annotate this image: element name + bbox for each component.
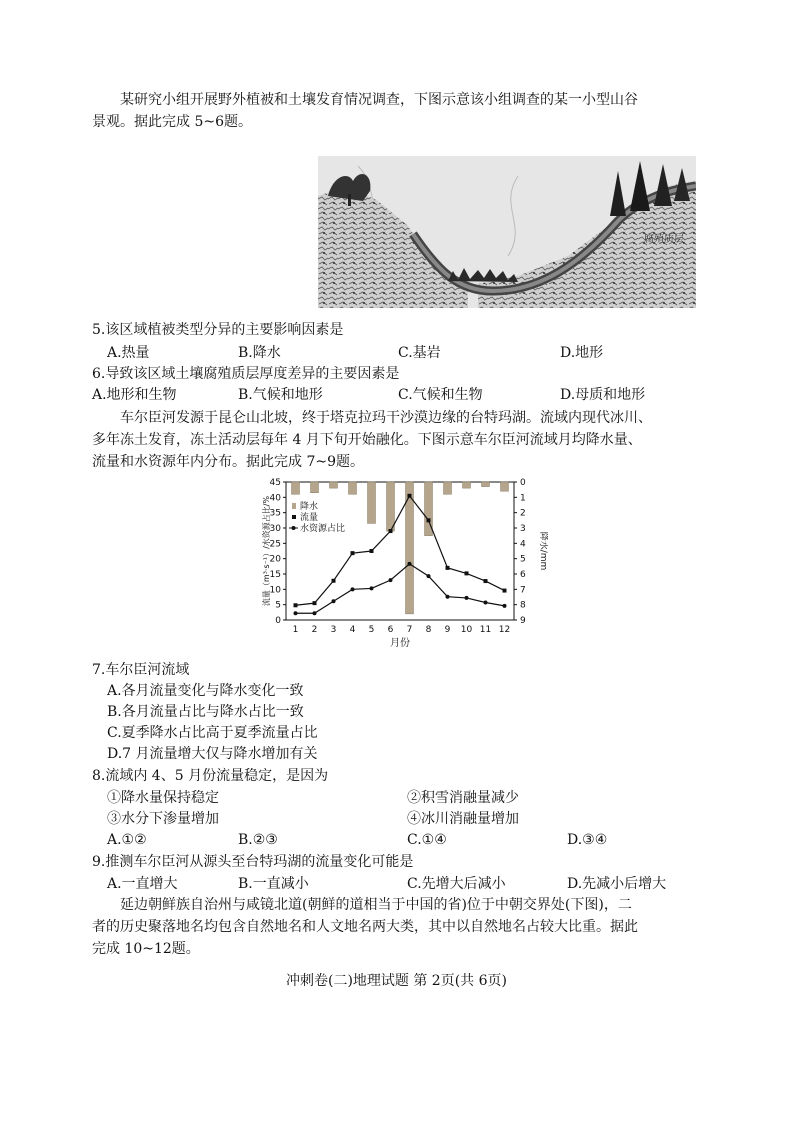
share-point — [427, 574, 431, 578]
x-tick-label: 9 — [444, 625, 451, 635]
share-point — [408, 562, 412, 566]
right-tick-label: 7 — [520, 585, 526, 596]
plot-frame — [286, 482, 514, 620]
left-tick-label: 20 — [269, 554, 281, 565]
right-tick-label: 4 — [520, 539, 526, 550]
flow-point — [484, 579, 488, 583]
q8-item-1: ①降水量保持稳定 — [107, 790, 219, 806]
q6-option-c[interactable]: C.气候和生物 — [398, 387, 483, 403]
flow-point — [465, 571, 469, 575]
share-point — [484, 601, 488, 605]
intro2-line1: 车尔臣河发源于昆仑山北坡，终于塔克拉玛干沙漠边缘的台特玛湖。流域内现代冰川、 — [120, 410, 652, 426]
share-point — [351, 587, 355, 591]
q6-option-d[interactable]: D.母质和地形 — [560, 387, 646, 403]
right-axis-label: 降水/mm — [538, 531, 548, 571]
river-chart — [262, 478, 548, 656]
x-tick-label: 4 — [349, 625, 356, 635]
share-point — [503, 604, 507, 608]
right-tick-label: 6 — [520, 570, 526, 580]
q5-stem: 5.该区域植被类型分异的主要影响因素是 — [92, 322, 344, 338]
legend-share-label: 水资源占比 — [300, 524, 346, 534]
x-axis-label: 月份 — [390, 638, 410, 649]
x-tick-label: 2 — [311, 625, 318, 635]
share-point — [294, 611, 298, 615]
left-tick-label: 10 — [269, 585, 281, 596]
x-tick-label: 12 — [498, 625, 511, 635]
share-point — [465, 596, 469, 600]
share-point — [332, 599, 336, 603]
q8-option-c[interactable]: C.①④ — [407, 832, 447, 848]
right-tick-label: 3 — [520, 524, 526, 534]
share-point — [446, 595, 450, 599]
flow-point — [332, 579, 336, 583]
x-tick-label: 11 — [479, 625, 492, 635]
q5-option-c[interactable]: C.基岩 — [398, 345, 441, 361]
x-tick-label: 1 — [292, 625, 299, 635]
intro2-line2: 多年冻土发育，冻土活动层每年 4 月下旬开始融化。下图示意车尔臣河流域月均降水量、 — [92, 432, 642, 448]
left-tick-label: 45 — [269, 478, 281, 488]
q6-option-a[interactable]: A.地形和生物 — [92, 387, 177, 403]
q8-item-2: ②积雪消融量减少 — [407, 790, 519, 806]
intro2-line3: 流量和水资源年内分布。据此完成 7~9题。 — [92, 454, 364, 470]
flow-point — [408, 494, 412, 498]
intro1-line1: 某研究小组开展野外植被和土壤发育情况调查，下图示意该小组调查的某一小型山谷 — [120, 92, 638, 108]
flow-point — [351, 551, 355, 555]
left-tick-label: 25 — [269, 539, 281, 550]
left-tick-label: 40 — [269, 493, 281, 504]
precip-bar — [444, 482, 452, 494]
q6-stem: 6.导致该区域土壤腐殖质层厚度差异的主要因素是 — [92, 366, 400, 382]
left-tick-label: 15 — [269, 570, 281, 580]
x-tick-label: 6 — [387, 625, 394, 635]
precip-bar — [349, 482, 357, 494]
intro3-line3: 完成 10~12题。 — [92, 941, 200, 957]
right-tick-label: 9 — [520, 616, 526, 626]
q5-option-b[interactable]: B.降水 — [238, 345, 281, 361]
q8-option-b[interactable]: B.②③ — [238, 832, 278, 848]
q7-option-d[interactable]: D.7 月流量增大仅与降水增加有关 — [107, 746, 318, 762]
right-tick-label: 1 — [520, 493, 526, 504]
left-tick-label: 0 — [275, 616, 281, 626]
humus-layer-label: 腐殖质层 — [644, 234, 684, 245]
share-point — [313, 611, 317, 615]
right-tick-label: 2 — [520, 508, 526, 519]
legend-flow-swatch — [292, 515, 296, 519]
x-tick-label: 5 — [368, 625, 375, 635]
precip-bar — [387, 482, 395, 531]
precip-bar — [501, 482, 509, 491]
precip-bar — [311, 482, 319, 493]
flow-point — [313, 601, 317, 605]
q9-option-a[interactable]: A.一直增大 — [107, 876, 178, 892]
left-tick-label: 30 — [269, 524, 281, 534]
legend-share-swatch — [292, 526, 296, 530]
page-footer: 冲刺卷(二)地理试题 第 2页(共 6页) — [285, 973, 507, 989]
q5-option-a[interactable]: A.热量 — [107, 345, 150, 361]
q9-option-d[interactable]: D.先减小后增大 — [567, 876, 667, 892]
right-tick-label: 8 — [520, 600, 526, 611]
flow-line — [296, 496, 505, 605]
left-axis-label: 流量（m³·s⁻¹）/水资源占比/% — [262, 495, 271, 607]
right-tick-label: 5 — [520, 554, 526, 565]
q5-option-d[interactable]: D.地形 — [560, 345, 604, 361]
precip-bar — [368, 482, 376, 523]
intro1-line2: 景观。据此完成 5~6题。 — [92, 114, 252, 130]
share-point — [389, 578, 393, 582]
precip-bar — [482, 482, 490, 487]
precip-bar — [330, 482, 338, 488]
legend-flow-label: 流量 — [300, 513, 319, 523]
legend-precip-swatch — [292, 503, 296, 509]
q8-item-3: ③水分下渗量增加 — [107, 811, 219, 827]
flow-point — [427, 518, 431, 522]
share-point — [370, 586, 374, 590]
q9-stem: 9.推测车尔臣河从源头至台特玛湖的流量变化可能是 — [92, 854, 414, 870]
left-tick-label: 5 — [275, 600, 281, 611]
x-tick-label: 8 — [425, 625, 432, 635]
q8-item-4: ④冰川消融量增加 — [407, 811, 519, 827]
intro3-line1: 延边朝鲜族自治州与咸镜北道(朝鲜的道相当于中国的省)位于中朝交界处(下图)，二 — [120, 897, 632, 913]
q6-option-b[interactable]: B.气候和地形 — [238, 387, 323, 403]
q7-option-c[interactable]: C.夏季降水占比高于夏季流量占比 — [107, 725, 318, 741]
q7-option-a[interactable]: A.各月流量变化与降水变化一致 — [107, 683, 304, 699]
q9-option-b[interactable]: B.一直减小 — [238, 876, 309, 892]
flow-point — [503, 589, 507, 593]
x-tick-label: 7 — [406, 625, 413, 635]
precip-bar — [463, 482, 471, 488]
left-tick-label: 35 — [269, 508, 281, 519]
q9-option-c[interactable]: C.先增大后减小 — [407, 876, 506, 892]
flow-point — [294, 603, 298, 607]
q7-stem: 7.车尔臣河流域 — [92, 662, 190, 678]
intro3-line2: 者的历史聚落地名均包含自然地名和人文地名两大类，其中以自然地名占较大比重。据此 — [92, 919, 638, 935]
q7-option-b[interactable]: B.各月流量占比与降水占比一致 — [107, 704, 304, 720]
flow-point — [370, 549, 374, 553]
flow-point — [389, 529, 393, 533]
flow-point — [446, 566, 450, 570]
precip-bar — [292, 482, 300, 494]
q8-option-d[interactable]: D.③④ — [567, 832, 608, 848]
valley-landscape-photo — [318, 156, 696, 308]
right-tick-label: 0 — [520, 478, 526, 488]
q8-stem: 8.流域内 4、5 月份流量稳定，是因为 — [92, 768, 329, 784]
x-tick-label: 10 — [460, 625, 473, 635]
q8-option-a[interactable]: A.①② — [107, 832, 147, 848]
x-tick-label: 3 — [330, 625, 337, 635]
legend-precip-label: 降水 — [300, 502, 319, 512]
